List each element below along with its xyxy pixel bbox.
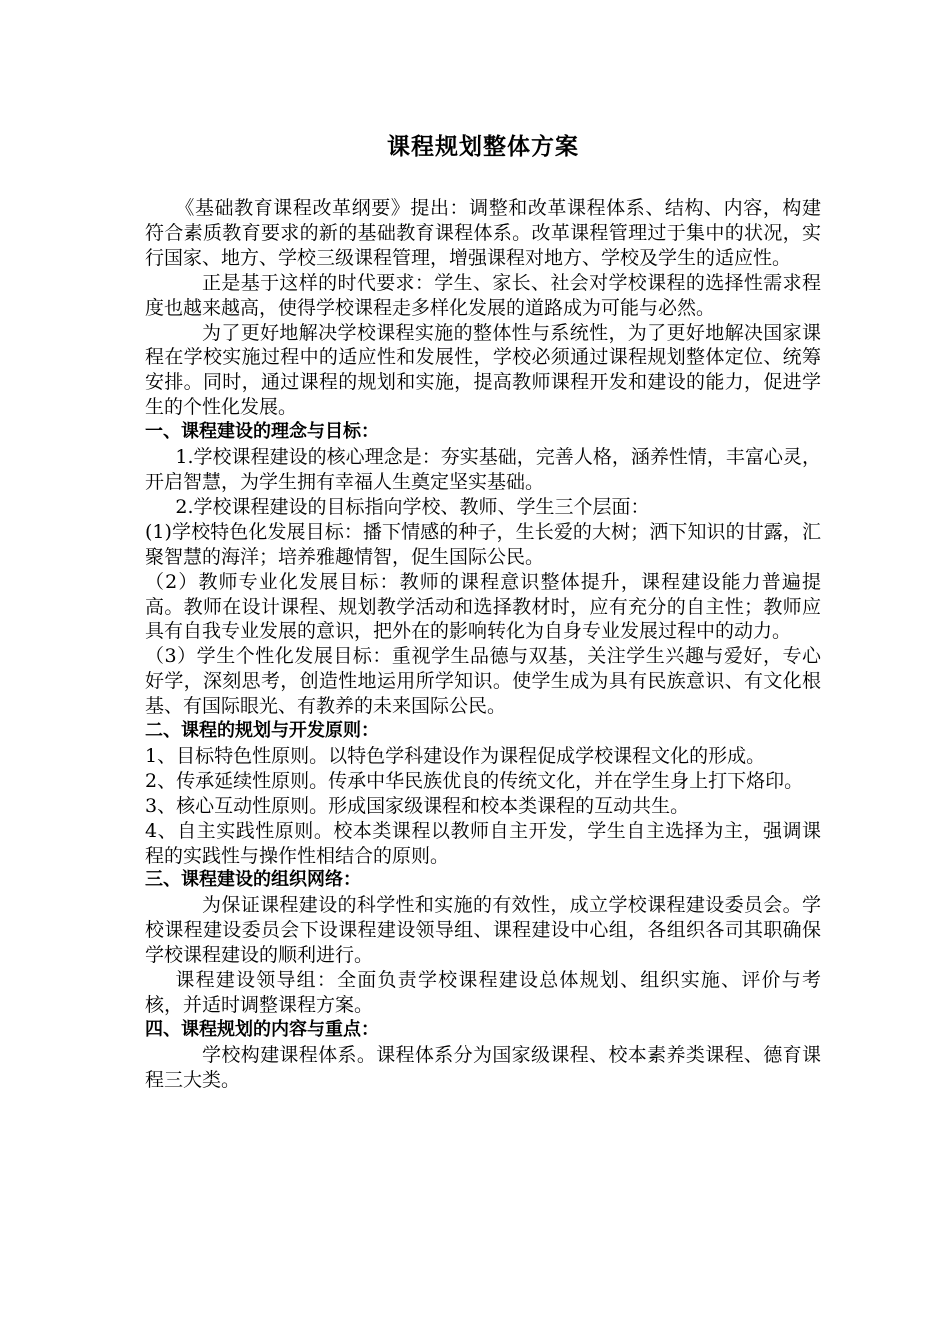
section-heading: 四、课程规划的内容与重点： xyxy=(145,1018,379,1040)
paragraph: （2）教师专业化发展目标：教师的课程意识整体提升，课程建设能力普遍提高。教师在设计课程、规划教学活动和选择教材时，应有充分的自主性；教师应具有自我专业发展的意识，把外在的影响转化为自身专业发展过程中的动力。 xyxy=(145,570,821,643)
paragraph: 3、核心互动性原则。形成国家级课程和校本类课程的互动共生。 xyxy=(145,794,690,817)
document-page xyxy=(145,130,821,1093)
section-heading: 一、课程建设的理念与目标： xyxy=(145,421,379,443)
paragraph: 课程建设领导组：全面负责学校课程建设总体规划、组织实施、评价与考核，并适时调整课程方案。 xyxy=(145,969,821,1016)
paragraph: 为了更好地解决学校课程实施的整体性与系统性，为了更好地解决国家课程在学校实施过程中的适应性和发展性，学校必须通过课程规划整体定位、统筹安排。同时，通过课程的规划和实施，提高教师课程开发和建设的能力，促进学生的个性化发展。 xyxy=(145,321,821,419)
document-title: 课程规划整体方案 xyxy=(387,134,579,160)
paragraph: 正是基于这样的时代要求：学生、家长、社会对学校课程的选择性需求程度也越来越高，使得学校课程走多样化发展的道路成为可能与必然。 xyxy=(145,271,821,319)
paragraph: 4、自主实践性原则。校本类课程以教师自主开发，学生自主选择为主，强调课程的实践性与操作性相结合的原则。 xyxy=(145,819,821,867)
paragraph: 学校构建课程体系。课程体系分为国家级课程、校本素养类课程、德育课程三大类。 xyxy=(145,1043,821,1091)
paragraph: (1)学校特色化发展目标：播下情感的种子，生长爱的大树；洒下知识的甘露，汇聚智慧的海洋；培养雅趣情智，促生国际公民。 xyxy=(145,520,821,568)
section-heading: 二、课程的规划与开发原则： xyxy=(145,720,379,742)
paragraph: 2、传承延续性原则。传承中华民族优良的传统文化，并在学生身上打下烙印。 xyxy=(145,769,804,792)
paragraph: 2.学校课程建设的目标指向学校、教师、学生三个层面： xyxy=(175,495,650,518)
paragraph: 为保证课程建设的科学性和实施的有效性，成立学校课程建设委员会。学校课程建设委员会下设课程建设领导组、课程建设中心组，各组织各司其职确保学校课程建设的顺利进行。 xyxy=(145,894,821,967)
paragraph: （3）学生个性化发展目标：重视学生品德与双基，关注学生兴趣与爱好，专心好学，深刻思考，创造性地运用所学知识。使学生成为具有民族意识、有文化根基、有国际眼光、有教养的未来国际公民。 xyxy=(145,645,821,718)
paragraph: 1、目标特色性原则。以特色学科建设作为课程促成学校课程文化的形成。 xyxy=(145,744,766,767)
section-heading: 三、课程建设的组织网络： xyxy=(145,869,361,891)
paragraph: 《基础教育课程改革纲要》提出：调整和改革课程体系、结构、内容，构建符合素质教育要求的新的基础教育课程体系。改革课程管理过于集中的状况，实行国家、地方、学校三级课程管理，增强课程对地方、学校及学生的适应性。 xyxy=(145,197,821,269)
paragraph: 1.学校课程建设的核心理念是：夯实基础，完善人格，涵养性情，丰富心灵，开启智慧，为学生拥有幸福人生奠定坚实基础。 xyxy=(145,446,821,493)
